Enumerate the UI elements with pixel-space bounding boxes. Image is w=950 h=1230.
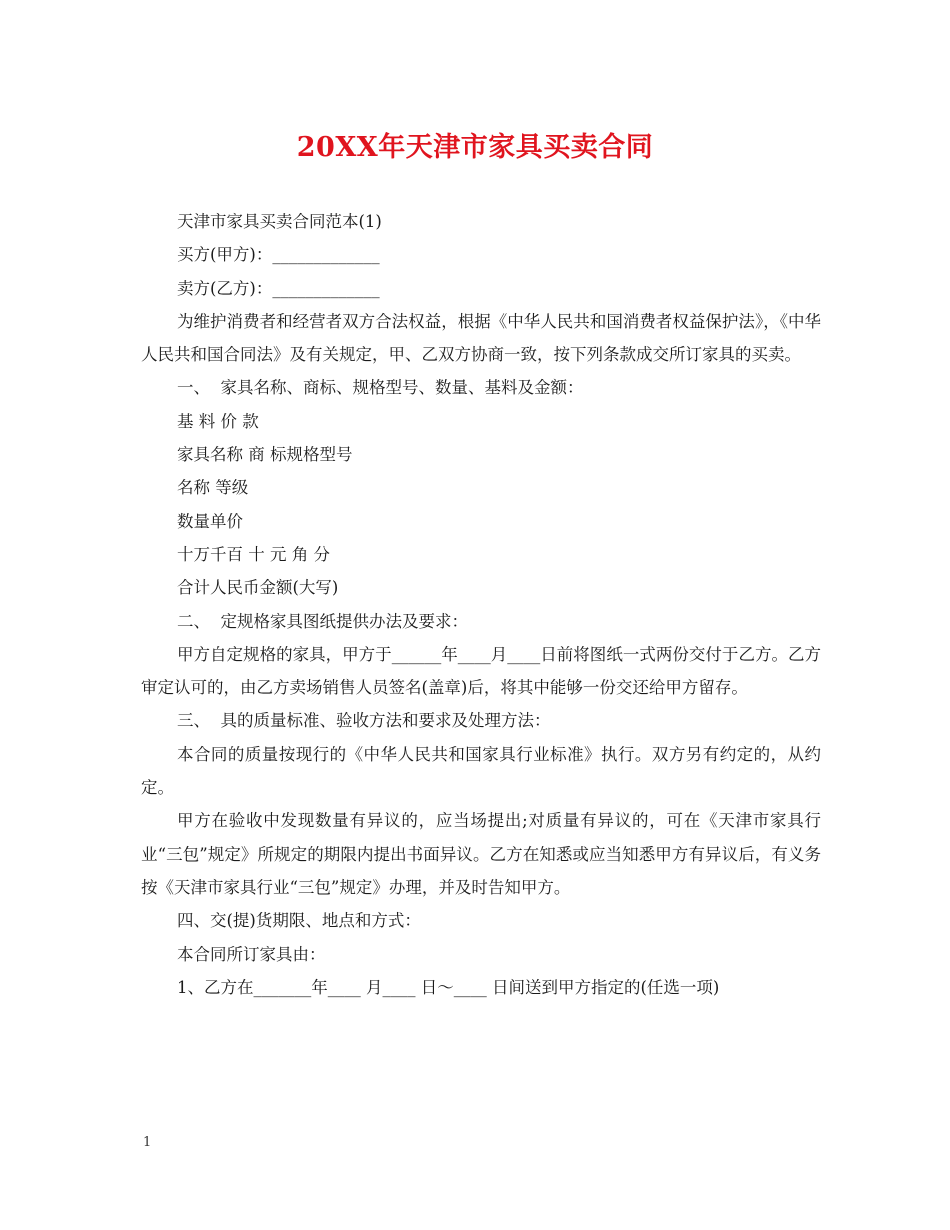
paragraph-quality-standard: 本合同的质量按现行的《中华人民共和国家具行业标准》执行。双方另有约定的，从约定。 [141, 744, 821, 798]
paragraph-seller: 卖方(乙方)：_____________ [177, 278, 380, 298]
table-row-text: 家具名称 商 标规格型号 [177, 445, 353, 465]
page-number: 1 [143, 1135, 152, 1150]
paragraph-preamble: 为维护消费者和经营者双方合法权益，根据《中华人民共和国消费者权益保护法》，《中华人民共和国合同法》及有关规定，甲、乙双方协商一致，按下列条款成交所订家具的买卖。 [141, 311, 821, 365]
table-row-text: 合计人民币金额(大写) [177, 578, 339, 598]
section-heading-4: 四、交(提)货期限、地点和方式： [177, 911, 421, 931]
document-body [141, 205, 821, 1004]
paragraph-drawings: 甲方自定规格的家具，甲方于______年____月____日前将图纸一式两份交付于乙方。乙方审定认可的，由乙方卖场销售人员签名(盖章)后，将其中能够一份交还给甲方留存。 [141, 644, 821, 698]
document-title: 20XX年天津市家具买卖合同 [296, 132, 654, 163]
paragraph-objection: 甲方在验收中发现数量有异议的，应当场提出;对质量有异议的，可在《天津市家具行业“三包”规定》所规定的期限内提出书面异议。乙方在知悉或应当知悉甲方有异议后，有义务按《天津市家具行业“三包”规定》办理，并及时告知甲方。 [141, 811, 821, 897]
table-row-text: 名称 等级 [177, 478, 249, 498]
paragraph-delivery-option-1: 1、乙方在_______年____ 月____ 日～____ 日间送到甲方指定的(任选一项) [177, 977, 720, 997]
paragraph-template-name: 天津市家具买卖合同范本(1) [177, 212, 382, 231]
section-heading-1: 一、 家具名称、商标、规格型号、数量、基料及金额： [177, 378, 584, 398]
table-row-text: 基 料 价 款 [177, 411, 259, 431]
section-heading-2: 二、 定规格家具图纸提供办法及要求： [177, 611, 468, 631]
section-heading-3: 三、 具的质量标准、验收方法和要求及处理方法： [177, 711, 551, 731]
table-row-text: 数量单价 [177, 511, 243, 531]
table-row-text: 十万千百 十 元 角 分 [177, 544, 330, 564]
paragraph-buyer: 买方(甲方)：_____________ [177, 245, 380, 265]
paragraph-delivery-intro: 本合同所订家具由： [177, 944, 326, 964]
